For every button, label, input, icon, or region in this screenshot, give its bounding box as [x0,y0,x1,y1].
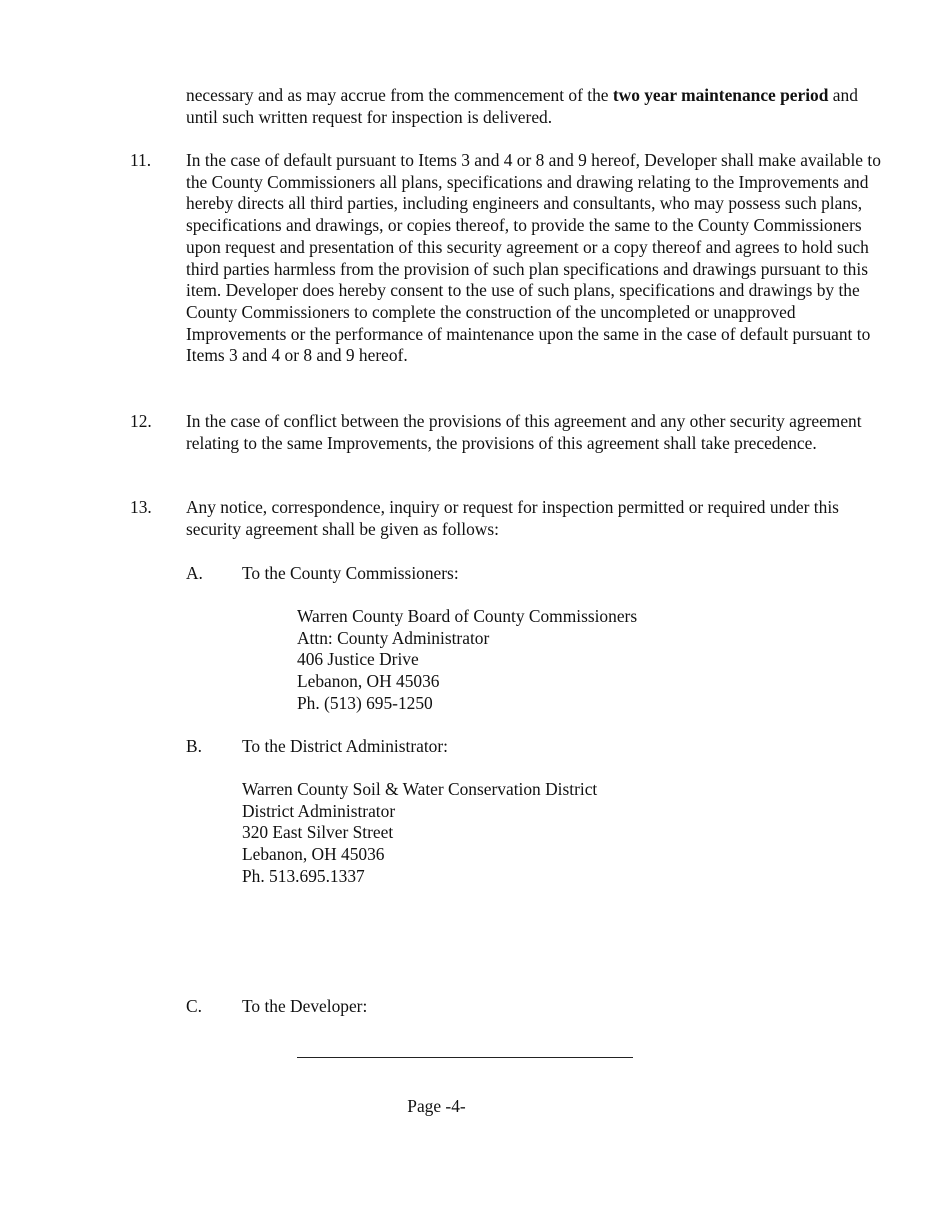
developer-blank-line [297,1057,633,1058]
address-line: Ph. 513.695.1337 [242,865,365,886]
address-line: District Administrator [242,800,396,821]
address-line: Warren County Soil & Water Conservation District [242,779,598,799]
item-11-number: 11. [130,150,152,170]
continuation-text-before: necessary and as may accrue from the commencement of the [186,85,613,105]
item-12-number: 12. [130,411,152,431]
recipient-a-letter: A. [186,563,203,583]
address-line: Lebanon, OH 45036 [242,844,385,865]
recipient-c-letter: C. [186,996,202,1016]
item-11-text: In the case of default pursuant to Items 3 and 4 or 8 and 9 hereof, Developer shall make available to the County Commissioners all plans, specifications and drawing relating to the Improvements and hereby directs all third parties, including engineers and consultants, who may possess such plans, specifications and drawings, or copies thereof, to provide the same to the County Commissioners upon request and presentation of this security agreement or a copy thereof and agrees to hold such third parties harmless from the provision of such plan specifications and drawings pursuant to this item. Developer does hereby consent to the use of such plans, specifications and drawings by the County Commissioners to complete the construction of the uncompleted or unapproved Improvements or the performance of maintenance upon the same in the case of default pursuant to Items 3 and 4 or 8 and 9 hereof. [186,150,881,366]
recipient-b-letter: B. [186,736,202,756]
recipient-a-heading: To the County Commissioners: [242,563,459,583]
continuation-text-after: and until such written request for inspection is delivered. [186,85,858,127]
item-13-text: Any notice, correspondence, inquiry or request for inspection permitted or required under this security agreement shall be given as follows: [186,497,839,539]
recipient-b-heading: To the District Administrator: [242,736,448,756]
recipient-a-address [297,606,637,715]
recipient-b-address [242,779,597,888]
continuation-paragraph [186,85,886,128]
address-line: Ph. (513) 695-1250 [297,692,433,713]
address-line: 320 East Silver Street [242,822,394,843]
page-number: Page -4- [407,1096,466,1116]
item-12-text: In the case of conflict between the provisions of this agreement and any other security agreement relating to the same Improvements, the provisions of this agreement shall take precedence. [186,411,862,453]
address-line: Warren County Board of County Commissioners [297,606,638,626]
recipient-c-heading: To the Developer: [242,996,368,1016]
maintenance-period-bold: two year maintenance period [612,85,829,105]
address-line: Lebanon, OH 45036 [297,671,440,692]
item-13-number: 13. [130,497,152,517]
address-line: 406 Justice Drive [297,649,419,670]
address-line: Attn: County Administrator [297,627,490,648]
